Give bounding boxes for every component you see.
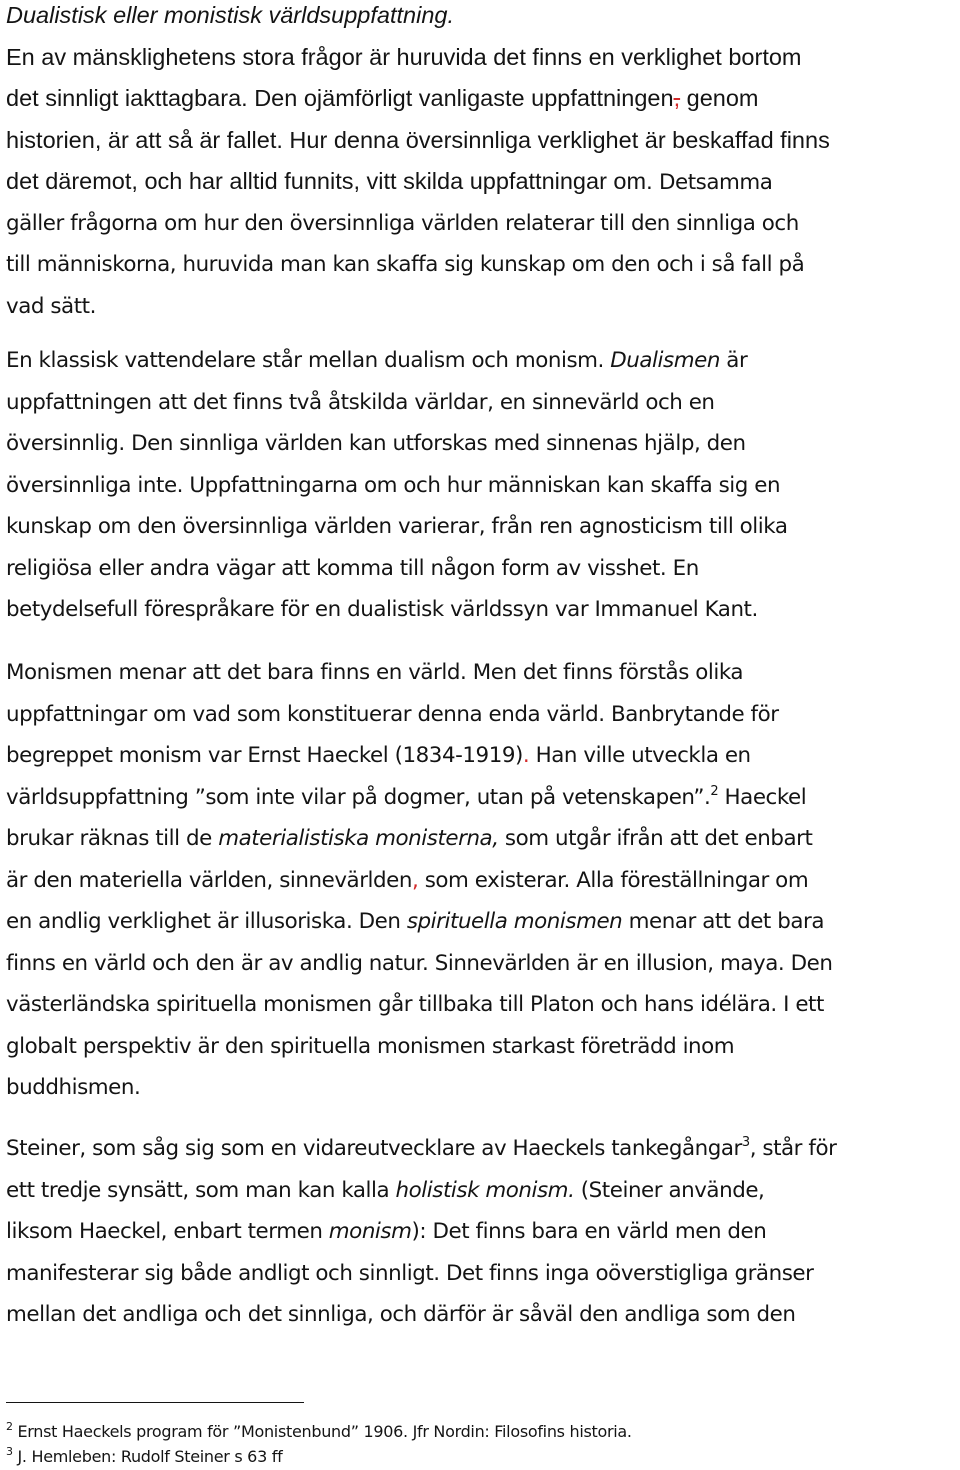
- text-line: gäller frågorna om hur den översinnliga världen relaterar till den sinnliga och: [6, 210, 799, 236]
- footnote-ref: 2: [710, 783, 719, 799]
- text-line: religiösa eller andra vägar att komma till någon form av visshet. En: [6, 555, 699, 581]
- text-line: finns en värld och den är av andlig natur. Sinnevärlden är en illusion, maya. Den: [6, 950, 833, 976]
- text-line: begreppet monism var Ernst Haeckel (1834-1919). Han ville utveckla en: [6, 743, 751, 768]
- text-line: uppfattningar om vad som konstituerar denna enda värld. Banbrytande för: [6, 701, 779, 727]
- text-line: det däremot, och har alltid funnits, vitt skilda uppfattningar om. Detsamma: [6, 168, 773, 195]
- text-line: kunskap om den översinnliga världen varierar, från ren agnosticism till olika: [6, 514, 788, 539]
- footnote-2: $^2$ Ernst Haeckels program för ”Monistenbund” 1906. Jfr Nordin: Filosofins historia.: [6, 1420, 632, 1441]
- text-line: det sinnligt iakttagbara. Den ojämförligt vanligaste uppfattningen, genom: [6, 85, 759, 111]
- text-line: översinnlig. Den sinnliga världen kan utforskas med sinnenas hjälp, den: [6, 431, 746, 456]
- text-line: till människorna, huruvida man kan skaffa sig kunskap om den och i så fall på: [6, 252, 805, 277]
- footnote-ref: 3: [741, 1135, 750, 1150]
- text-line: En av mänsklighetens stora frågor är huruvida det finns en verklighet bortom: [6, 43, 802, 70]
- text-line: manifesterar sig både andligt och sinnligt. Det finns inga oöverstigliga gränser: [6, 1260, 814, 1286]
- text-line: brukar räknas till de materialistiska monisterna, som utgår ifrån att det enbart: [6, 826, 813, 851]
- text-line: buddhismen.: [6, 1075, 141, 1100]
- footnote-3: $^3$ J. Hemleben: Rudolf Steiner s 63 ff: [6, 1445, 283, 1466]
- text-line: översinnliga inte. Uppfattningarna om och hur människan kan skaffa sig en: [6, 472, 781, 498]
- text-line: Monismen menar att det bara finns en värld. Men det finns förstås olika: [6, 660, 744, 685]
- footnote-divider: [6, 1402, 304, 1403]
- text-line: Steiner, som såg sig som en vidareutvecklare av Haeckels tankegångar$^3$, står för: [6, 1135, 837, 1161]
- text-line: liksom Haeckel, enbart termen monism): Det finns bara en värld men den: [6, 1219, 767, 1244]
- text-line: uppfattningen att det finns två åtskilda världar, en sinnevärld och en: [6, 389, 715, 415]
- document-title: Dualistisk eller monistisk världsuppfattning.: [6, 2, 454, 28]
- text-line: världsuppfattning ”som inte vilar på dogmer, utan på vetenskapen”.$^2$ Haeckel: [6, 783, 807, 810]
- text-line: är den materiella världen, sinnevärlden, som existerar. Alla föreställningar om: [6, 867, 809, 893]
- text-line: vad sätt.: [6, 293, 96, 319]
- text-line: mellan det andliga och det sinnliga, och därför är såväl den andliga som den: [6, 1302, 796, 1327]
- text-line: historien, är att så är fallet. Hur denna översinnliga verklighet är beskaffad finns: [6, 126, 830, 153]
- text-line: ett tredje synsätt, som man kan kalla holistisk monism. (Steiner använde,: [6, 1177, 765, 1203]
- struck-comma: ,: [673, 85, 681, 111]
- text-line: betydelsefull förespråkare för en dualistisk världssyn var Immanuel Kant.: [6, 597, 758, 622]
- text-line: västerländska spirituella monismen går tillbaka till Platon och hans idélära. I ett: [6, 992, 824, 1017]
- text-line: En klassisk vattendelare står mellan dualism och monism. Dualismen är: [6, 348, 748, 373]
- paragraph-monism: [6, 652, 832, 1109]
- paragraph-steiner: [6, 1128, 836, 1336]
- paragraph-dualism: [6, 340, 788, 631]
- paragraph-intro: [6, 0, 830, 327]
- text-line: globalt perspektiv är den spirituella monismen starkast företrädd inom: [6, 1033, 735, 1059]
- text-line: en andlig verklighet är illusoriska. Den spirituella monismen menar att det bara: [6, 909, 824, 934]
